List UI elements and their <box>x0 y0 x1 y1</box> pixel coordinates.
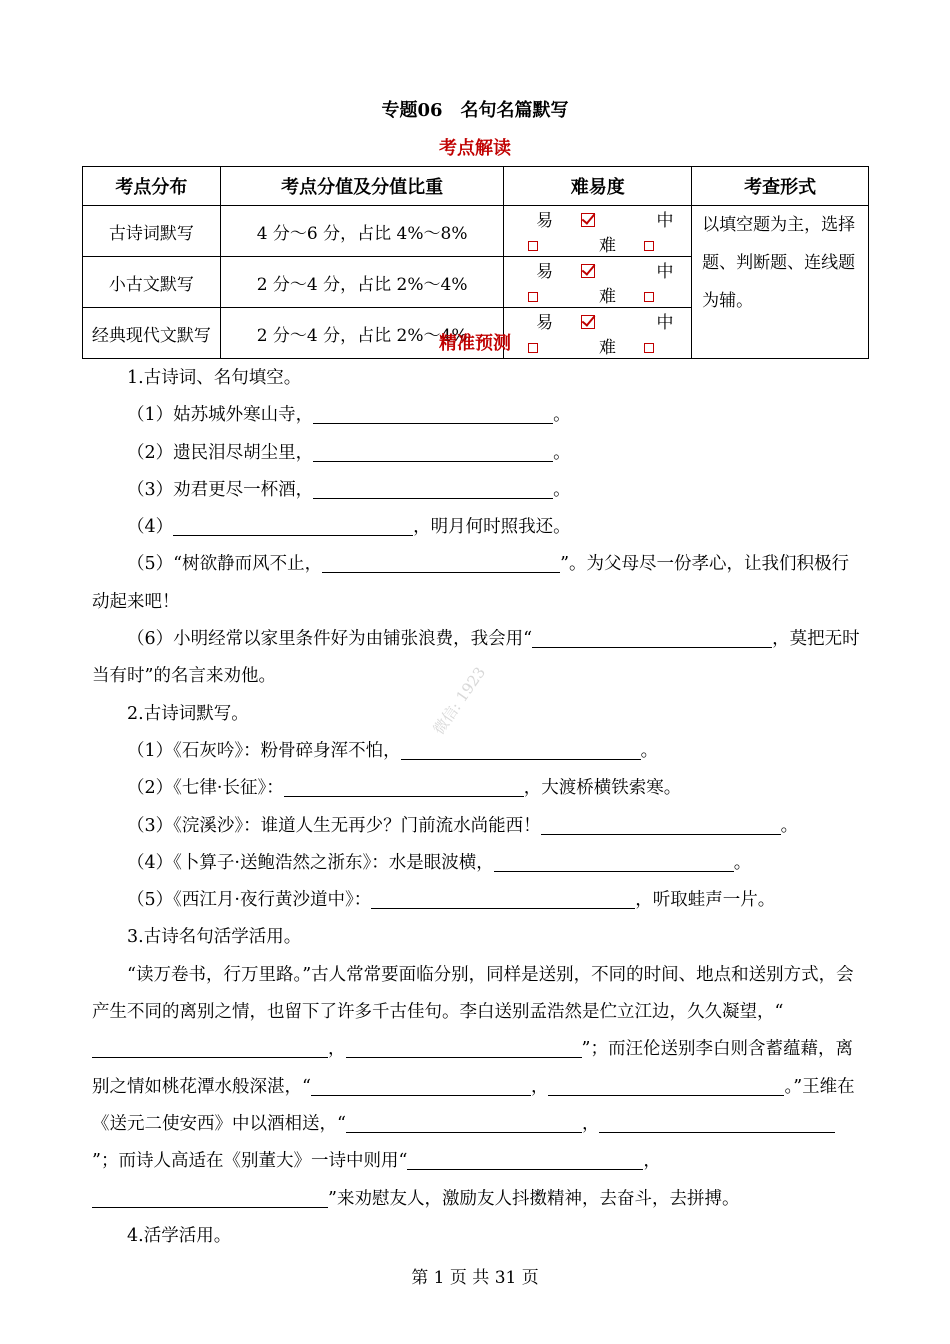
answer-blank[interactable] <box>401 741 641 760</box>
difficulty-medium-label: 中 <box>656 313 674 333</box>
watermark: 微信: 1923 <box>429 663 490 738</box>
topic-cell: 经典现代文默写 <box>83 308 221 359</box>
question-heading: 4.活学活用。 <box>127 1225 232 1246</box>
page-footer: 第 1 页 共 31 页 <box>411 1268 539 1288</box>
answer-blank[interactable] <box>311 1077 531 1096</box>
empty-box-icon <box>644 292 654 302</box>
question-item: （2）遗民泪尽胡尘里， 。 <box>127 442 571 463</box>
difficulty-easy-label: 易 <box>536 211 554 231</box>
table-header: 难易度 <box>504 167 692 206</box>
empty-box-icon <box>644 241 654 251</box>
score-cell: 2 分～4 分，占比 2%～4% <box>220 257 504 308</box>
answer-blank[interactable] <box>92 1189 328 1208</box>
question-heading: 3.古诗名句活学活用。 <box>127 927 302 948</box>
difficulty-easy-label: 易 <box>536 313 554 333</box>
answer-blank[interactable] <box>346 1114 582 1133</box>
score-cell: 2 分～4 分，占比 2%～4% <box>220 308 504 359</box>
question-heading: 2.古诗词默写。 <box>127 703 249 724</box>
table-row <box>83 206 869 257</box>
answer-blank[interactable] <box>346 1040 582 1059</box>
table-header: 考点分值及分值比重 <box>220 167 504 206</box>
question-item: （4） ，明月何时照我还。 <box>127 517 571 538</box>
question-item: （1）《石灰吟》：粉骨碎身浑不怕， 。 <box>127 740 659 761</box>
empty-box-icon <box>528 241 538 251</box>
question-item: （6）小明经常以家里条件好为由铺张浪费，我会用“ ，莫把无时当有时”的名言来劝他。 <box>92 629 860 687</box>
table-header-row <box>83 167 869 206</box>
empty-box-icon <box>528 292 538 302</box>
section-heading-exam-points: 考点解读 <box>439 138 511 159</box>
answer-blank[interactable] <box>407 1152 643 1171</box>
answer-blank[interactable] <box>313 443 553 462</box>
topic-cell: 古诗词默写 <box>83 206 221 257</box>
answer-blank[interactable] <box>322 555 560 574</box>
question-item: （5）《西江月·夜行黄沙道中》： ，听取蛙声一片。 <box>127 890 776 911</box>
table-header: 考点分布 <box>83 167 221 206</box>
checked-box-icon <box>581 264 595 278</box>
difficulty-hard-label: 难 <box>598 338 616 358</box>
answer-blank[interactable] <box>173 518 413 537</box>
question-item: （3）《浣溪沙》：谁道人生无再少？门前流水尚能西！ 。 <box>127 815 799 836</box>
question-item: （5）“树欲静而风不止， ”。为父母尽一份孝心，让我们积极行动起来吧！ <box>92 554 850 612</box>
question-item: （4）《卜算子·送鲍浩然之浙东》：水是眼波横， 。 <box>127 852 752 873</box>
question-item: （3）劝君更尽一杯酒， 。 <box>127 479 571 500</box>
checked-box-icon <box>581 315 595 329</box>
answer-blank[interactable] <box>548 1077 784 1096</box>
checked-box-icon <box>581 213 595 227</box>
answer-blank[interactable] <box>313 406 553 425</box>
answer-blank[interactable] <box>494 853 734 872</box>
difficulty-cell <box>504 257 692 308</box>
difficulty-medium-label: 中 <box>656 211 674 231</box>
page-title: 专题06 名句名篇默写 <box>381 100 569 121</box>
topic-cell: 小古文默写 <box>83 257 221 308</box>
question-heading: 1.古诗词、名句填空。 <box>127 368 302 388</box>
answer-blank[interactable] <box>371 891 635 910</box>
answer-blank[interactable] <box>541 816 781 835</box>
score-cell: 4 分～6 分，占比 4%～8% <box>220 206 504 257</box>
table-header: 考查形式 <box>692 167 869 206</box>
answer-blank[interactable] <box>599 1114 835 1133</box>
answer-blank[interactable] <box>284 779 524 798</box>
section-heading-prediction: 精准预测 <box>439 333 511 354</box>
difficulty-medium-label: 中 <box>656 262 674 282</box>
answer-blank[interactable] <box>92 1040 328 1059</box>
difficulty-hard-label: 难 <box>598 236 616 256</box>
difficulty-cell <box>504 206 692 257</box>
difficulty-easy-label: 易 <box>536 262 554 282</box>
question-item: （1）姑苏城外寒山寺， 。 <box>127 405 571 426</box>
question-item: （2）《七律·长征》： ，大渡桥横铁索寒。 <box>127 778 682 799</box>
answer-blank[interactable] <box>532 630 772 649</box>
answer-blank[interactable] <box>313 480 553 499</box>
question-body <box>92 360 860 1255</box>
difficulty-hard-label: 难 <box>598 287 616 307</box>
question-paragraph: “读万卷书，行万里路。”古人常常要面临分别，同样是送别，不同的时间、地点和送别方式，会产生不同的离别之情，也留下了许多千古佳句。李白送别孟浩然是伫立江边，久久凝望，“， ”；而汪伦送别李白则含蓄蕴藉，离别之情如桃花潭水般深湛，“ ， 。”王维在《送元二使安西》中以酒相送，“ ，”；而诗人高适在《别董大》一诗中则用“ ，”来劝慰友人，激励友人抖擞精神，去奋斗，去拼搏。 <box>92 964 855 1209</box>
exam-form-cell: 以填空题为主，选择题、判断题、连线题为辅。 <box>692 206 869 359</box>
